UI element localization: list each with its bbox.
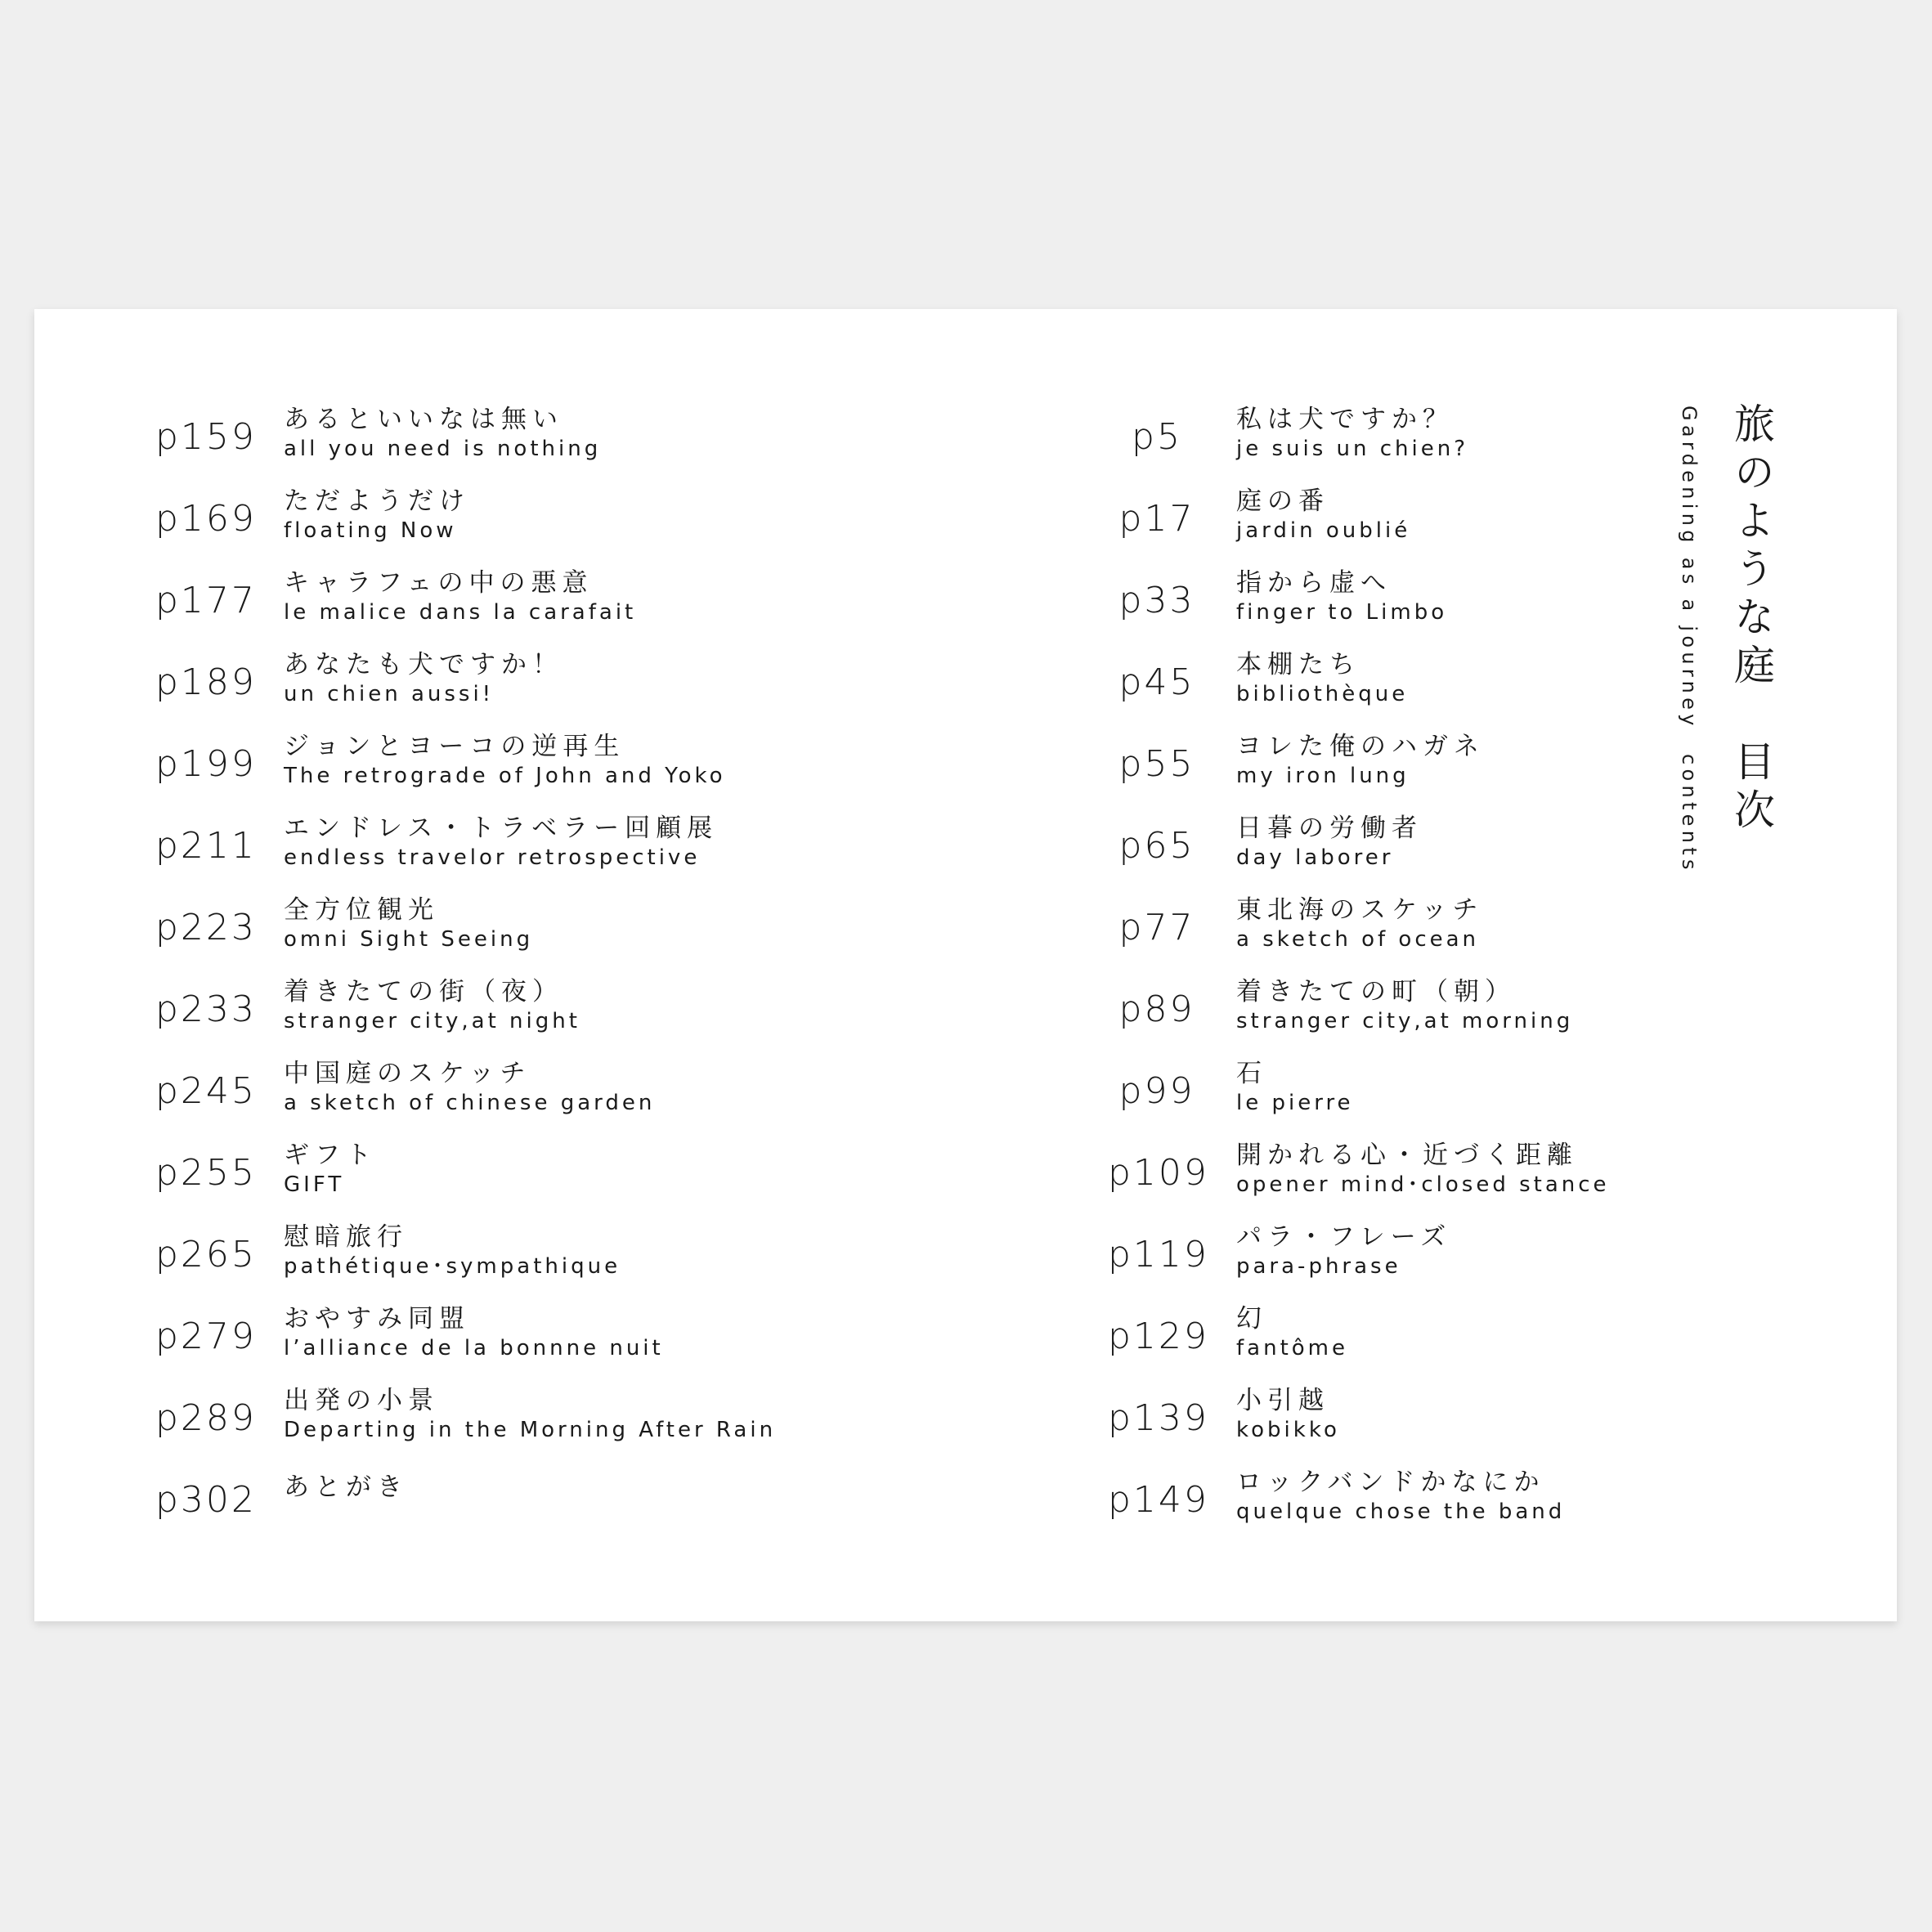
page-number: p17 [1118,498,1195,540]
page-number: p245 [155,1070,257,1112]
title-english: le pierre [1236,1091,1354,1115]
title-english: a sketch of chinese garden [284,1091,656,1115]
page-number: p129 [1108,1316,1209,1357]
title-japanese: 幻 [1236,1304,1267,1334]
page-number: p5 [1132,416,1182,458]
title-japanese: 日暮の労働者 [1236,814,1423,843]
entry-titles [1236,814,1932,872]
title-japanese: 指から虚へ [1236,568,1392,598]
title-english: para-phrase [1236,1254,1401,1279]
entry-titles [284,1141,1020,1199]
page-number: p279 [155,1316,257,1357]
title-english: all you need is nothing [284,437,602,461]
title-japanese: おやすみ同盟 [284,1304,470,1334]
entry-titles [284,486,1020,545]
entry-titles [284,568,1020,627]
page-number: p302 [155,1479,257,1521]
title-english: je suis un chien? [1236,437,1469,461]
title-japanese: エンドレス・トラベラー回顧展 [284,814,719,843]
entry-titles [1236,1386,1932,1445]
page-number: p149 [1108,1479,1209,1521]
entry-titles [1236,486,1932,545]
title-japanese: パラ・フレーズ [1236,1222,1452,1252]
title-japanese: 小引越 [1236,1386,1329,1415]
title-japanese: キャラフェの中の悪意 [284,568,594,598]
title-english: finger to Limbo [1236,600,1448,625]
entry-titles [284,732,1020,791]
title-english: l’alliance de la bonnne nuit [284,1336,664,1360]
title-japanese: ロックバンドかなにか [1236,1468,1545,1497]
page-number: p77 [1118,907,1195,948]
title-english: Departing in the Morning After Rain [284,1418,777,1442]
page-number: p211 [155,825,257,867]
title-japanese: 石 [1236,1059,1267,1088]
title-japanese: ジョンとヨーコの逆再生 [284,732,625,761]
title-english: pathétique･sympathique [284,1254,621,1279]
title-japanese: 東北海のスケッチ [1236,895,1484,925]
entry-titles [1236,1468,1932,1526]
title-japanese: 出発の小景 [284,1386,439,1415]
title-japanese: 慰暗旅行 [284,1222,408,1252]
title-japanese: あとがき [284,1473,408,1502]
title-japanese: 全方位観光 [284,895,439,925]
page-number: p99 [1118,1070,1195,1112]
vertical-title: 旅のような庭 目次 [1728,402,1775,836]
title-japanese: 開かれる心・近づく距離 [1236,1141,1578,1170]
title-english: un chien aussi! [284,682,495,706]
page-number: p265 [155,1234,257,1275]
page-number: p289 [155,1397,257,1439]
title-japanese: ヨレた俺のハガネ [1236,732,1485,761]
page-number: p89 [1118,988,1195,1030]
page-number: p169 [155,498,257,540]
entry-titles [284,977,1020,1036]
title-english: fantôme [1236,1336,1348,1360]
title-japanese: 庭の番 [1236,486,1329,516]
title-japanese: あるといいなは無い [284,405,563,434]
title-english: floating Now [284,518,457,543]
page-number: p139 [1108,1397,1209,1439]
title-english: day laborer [1236,845,1394,870]
entry-titles [1236,1222,1932,1281]
title-english: bibliothèque [1236,682,1409,706]
title-english: quelque chose the band [1236,1499,1566,1524]
page-number: p177 [155,580,257,621]
title-japanese: ただようだけ [284,486,470,516]
page-number: p65 [1118,825,1195,867]
title-japanese: ギフト [284,1141,377,1170]
title-japanese: 着きたての街（夜） [284,977,563,1006]
title-japanese: あなたも犬ですか！ [284,650,563,679]
entry-titles [1236,977,1932,1036]
title-english: stranger city,at morning [1236,1009,1574,1033]
entry-titles [284,895,1020,954]
title-japanese: 本棚たち [1236,650,1360,679]
entry-titles [284,1304,1020,1363]
title-english: omni Sight Seeing [284,927,534,952]
page-number: p223 [155,907,257,948]
page-number: p159 [155,416,257,458]
page-number: p33 [1118,580,1195,621]
entry-titles [1236,568,1932,627]
entry-titles [284,1222,1020,1281]
entry-titles [1236,405,1932,464]
entry-titles [1236,650,1932,709]
title-english: opener mind･closed stance [1236,1172,1610,1197]
entry-titles [1236,1059,1932,1118]
page-number: p255 [155,1152,257,1194]
page-number: p233 [155,988,257,1030]
title-english: le malice dans la carafait [284,600,637,625]
title-english: a sketch of ocean [1236,927,1480,952]
entry-titles [284,650,1020,709]
entry-titles [284,1059,1020,1118]
entry-titles [284,405,1020,464]
title-english: The retrograde of John and Yoko [284,764,726,788]
title-japanese: 中国庭のスケッチ [284,1059,531,1088]
title-japanese: 私は犬ですか？ [1236,405,1454,434]
title-english: endless travelor retrospective [284,845,701,870]
page-number: p189 [155,661,257,703]
page-number: p55 [1118,743,1195,785]
entry-titles [1236,1304,1932,1363]
entry-titles [284,814,1020,872]
entry-titles [1236,895,1932,954]
entry-titles [1236,1141,1932,1199]
entry-titles [1236,732,1932,791]
vertical-subtitle: Gardening as a journey contents [1678,406,1701,874]
title-english: jardin oublié [1236,518,1411,543]
title-english: my iron lung [1236,764,1410,788]
page-number: p45 [1118,661,1195,703]
entry-titles [284,1386,1020,1445]
title-english: kobikko [1236,1418,1340,1442]
title-english: GIFT [284,1172,345,1197]
entry-titles [284,1468,1020,1502]
page-number: p119 [1108,1234,1209,1275]
title-japanese: 着きたての町（朝） [1236,977,1516,1006]
page-number: p109 [1108,1152,1209,1194]
title-english: stranger city,at night [284,1009,580,1033]
page-number: p199 [155,743,257,785]
